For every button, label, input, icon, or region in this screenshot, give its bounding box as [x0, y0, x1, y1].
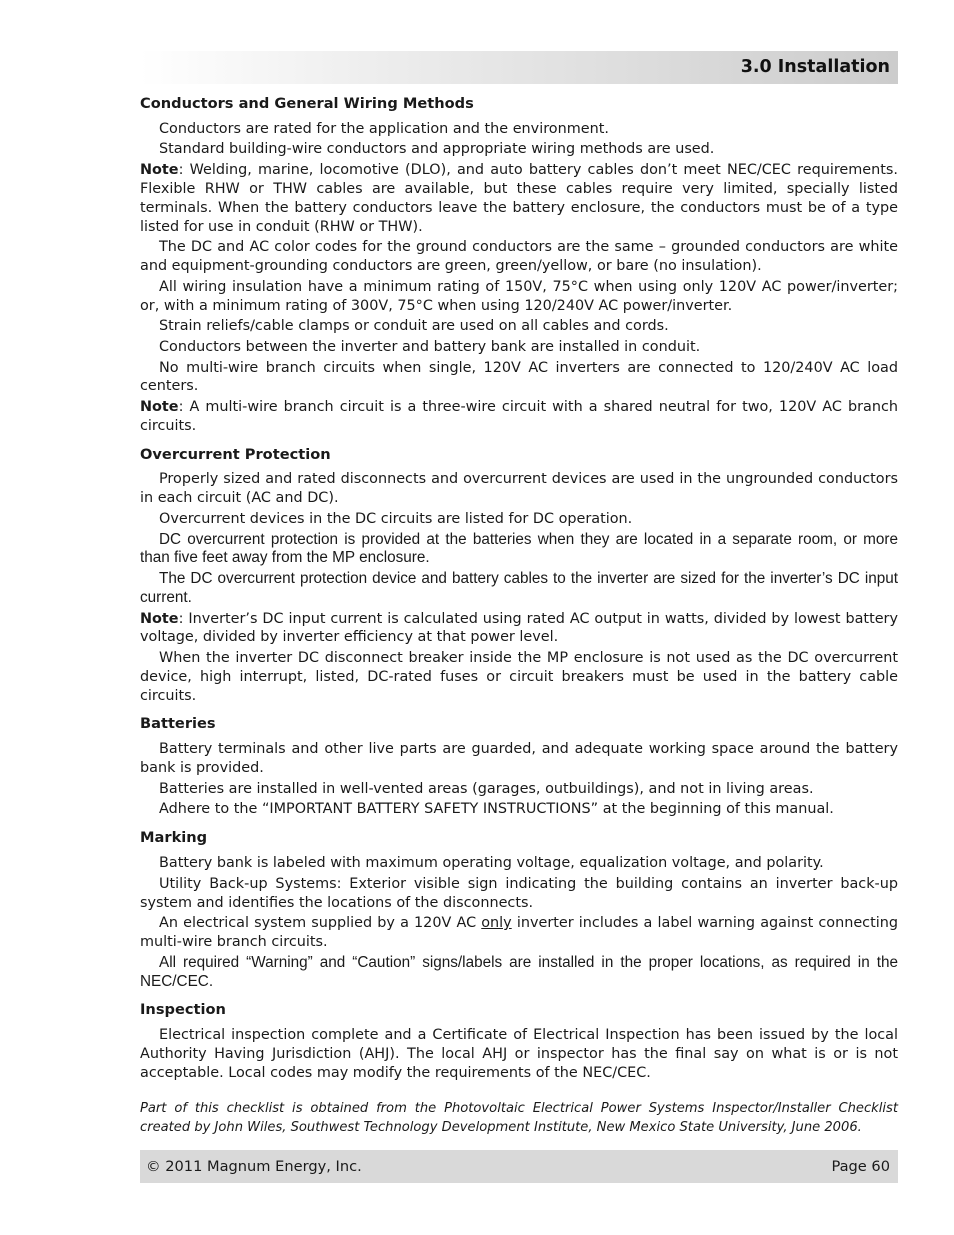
page-number: Page 60: [831, 1158, 890, 1175]
paragraph: Conductors are rated for the application and the environment.: [159, 120, 609, 137]
note-label: Note: [140, 399, 179, 416]
section-marking: [140, 829, 898, 991]
section-heading: Marking: [140, 829, 208, 847]
section-conductors: [140, 95, 898, 436]
note-text: : Inverter’s DC input current is calculated using rated AC output in watts, divided by lowest battery voltage, divided by inverter efficiency at that power level.: [140, 610, 898, 646]
paragraph: The DC and AC color codes for the ground conductors are the same – grounded conductors are white and equipment-grounding conductors are green, green/yellow, or bare (no insulation).: [140, 239, 898, 275]
paragraph: The DC overcurrent protection device and battery cables to the inverter are sized for the inverter’s DC input current.: [140, 570, 898, 606]
paragraph: Strain reliefs/cable clamps or conduit are used on all cables and cords.: [159, 318, 669, 335]
section-batteries: [140, 715, 898, 819]
paragraph: [140, 914, 898, 952]
paragraph: All required “Warning” and “Caution” signs/labels are installed in the proper locations, as required in the NEC/CEC.: [140, 953, 898, 990]
page-footer: [140, 1150, 898, 1183]
source-credit: Part of this checklist is obtained from the Photovoltaic Electrical Power Systems Inspector/Installer Checklist created by John Wiles, Southwest Technology Development Institute, New Mexico State University, June 2006.: [140, 1101, 898, 1135]
section-header-bar: [140, 51, 898, 84]
note-text: : A multi-wire branch circuit is a three-wire circuit with a shared neutral for two, 120V AC branch circuits.: [140, 399, 898, 434]
note-label: Note: [140, 610, 179, 627]
underlined-word: only: [481, 915, 512, 932]
paragraph: Conductors between the inverter and battery bank are installed in conduit.: [159, 338, 701, 355]
paragraph: Standard building-wire conductors and appropriate wiring methods are used.: [159, 141, 715, 158]
section-inspection: [140, 1001, 898, 1082]
section-heading: Overcurrent Protection: [140, 445, 331, 463]
section-title: 3.0 Installation: [740, 57, 890, 77]
section-heading: Batteries: [140, 715, 216, 733]
text-run: An electrical system supplied by a 120V AC: [159, 915, 482, 932]
note-paragraph: [140, 398, 898, 436]
note-label: Note: [140, 162, 179, 179]
note-paragraph: [140, 610, 898, 648]
paragraph: Battery terminals and other live parts are guarded, and adequate working space around the battery bank is provided.: [140, 741, 898, 777]
paragraph: Utility Back-up Systems: Exterior visible sign indicating the building contains an inverter back-up system and identifies the locations of the disconnects.: [140, 875, 898, 911]
paragraph: No multi-wire branch circuits when single, 120V AC inverters are connected to 120/240V AC load centers.: [140, 359, 898, 395]
section-heading: Inspection: [140, 1001, 226, 1019]
section-heading: Conductors and General Wiring Methods: [140, 95, 474, 112]
paragraph: Batteries are installed in well-vented areas (garages, outbuildings), and not in living areas.: [159, 780, 814, 797]
paragraph: DC overcurrent protection is provided at the batteries when they are located in a separate room, or more than five feet away from the MP enclosure.: [140, 530, 898, 567]
section-overcurrent: [140, 446, 898, 706]
note-paragraph: [140, 161, 898, 236]
paragraph: Battery bank is labeled with maximum operating voltage, equalization voltage, and polarity.: [159, 855, 824, 872]
paragraph: Overcurrent devices in the DC circuits are listed for DC operation.: [159, 510, 633, 527]
page-content: [140, 95, 898, 1084]
paragraph: All wiring insulation have a minimum rating of 150V, 75°C when using only 120V AC power/inverter; or, with a minimum rating of 300V, 75°C when using 120/240V AC power/inverter.: [140, 278, 898, 314]
paragraph: Electrical inspection complete and a Certificate of Electrical Inspection has been issued by the local Authority Having Jurisdiction (AHJ). The local AHJ or inspector has the final say on what is or is not acceptable. Local codes may modify the requirements of the NEC/CEC.: [140, 1027, 898, 1081]
text-run: inverter includes a label warning against connecting multi-wire branch circuits.: [140, 915, 898, 951]
paragraph: Properly sized and rated disconnects and overcurrent devices are used in the ungrounded conductors in each circuit (AC and DC).: [140, 471, 898, 507]
paragraph: Adhere to the “IMPORTANT BATTERY SAFETY INSTRUCTIONS” at the beginning of this manual.: [159, 801, 834, 818]
note-text: : Welding, marine, locomotive (DLO), and auto battery cables don’t meet NEC/CEC requirements. Flexible RHW or THW cables are available, but these cables require very limited, specially listed terminals. When the battery conductors leave the battery enclosure, the conductors must be of a type listed for use in conduit (RHW or THW).: [140, 162, 898, 235]
copyright: © 2011 Magnum Energy, Inc.: [146, 1158, 362, 1175]
paragraph: When the inverter DC disconnect breaker inside the MP enclosure is not used as the DC overcurrent device, high interrupt, listed, DC-rated fuses or circuit breakers must be used in the battery cable circuits.: [140, 650, 898, 704]
